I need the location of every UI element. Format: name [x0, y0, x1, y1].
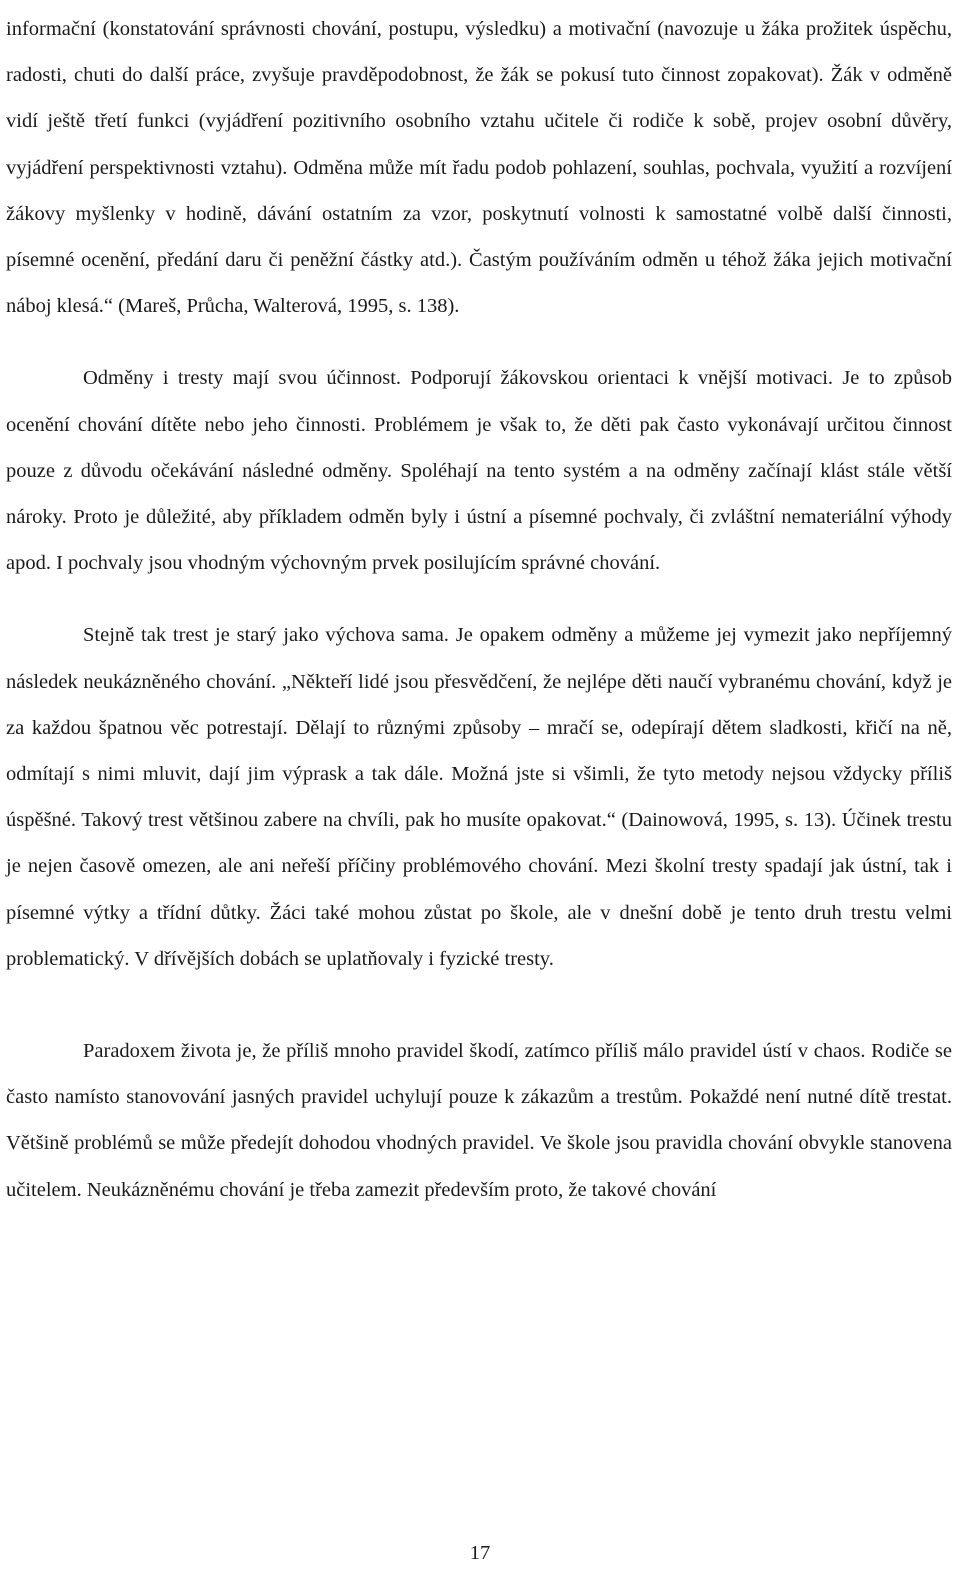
paragraph-rewards-punishments: Odměny i tresty mají svou účinnost. Podporují žákovskou orientaci k vnější motivaci. Je to způsob ocenění chování dítěte nebo jeho činnosti. Problémem je však to, že děti pak často vykonávají určitou činnost pouze z důvodu očekávání následné odměny. Spoléhají na tento systém a na odměny začínají klást stále větší nároky. Proto je důležité, aby příkladem odměn byly i ústní a písemné pochvaly, či zvláštní nemateriální výhody apod. I pochvaly jsou vhodným výchovným prvek posilujícím správné chování. — [6, 367, 952, 575]
paragraph-rewards-functions: informační (konstatování správnosti chování, postupu, výsledku) a motivační (navozuje u žáka prožitek úspěchu, radosti, chuti do další práce, zvyšuje pravděpodobnost, že žák se pokusí tuto činnost zopakovat). Žák v odměně vidí ještě třetí funkci (vyjádření pozitivního osobního vztahu učitele či rodiče k sobě, projev osobní důvěry, vyjádření perspektivnosti vztahu). Odměna může mít řadu podob pohlazení, souhlas, pochvala, využití a rozvíjení žákovy myšlenky v hodině, dávání ostatním za vzor, poskytnutí volnosti k samostatné volbě další činnosti, písemné ocenění, předání daru či peněžní částky atd.). Častým používáním odměn u téhož žáka jejich motivační náboj klesá.“ (Mareš, Průcha, Walterová, 1995, s. 138). — [6, 18, 952, 318]
paragraph-rules-paradox: Paradoxem života je, že příliš mnoho pravidel škodí, zatímco příliš málo pravidel ústí v chaos. Rodiče se často namísto stanovování jasných pravidel uchylují pouze k zákazům a trestům. Pokaždé není nutné dítě trestat. Většině problémů se může předejít dohodou vhodných pravidel. Ve škole jsou pravidla chování obvykle stanovena učitelem. Neukázněnému chování je třeba zamezit především proto, že takové chování — [6, 1040, 952, 1201]
document-page — [6, 6, 952, 1213]
paragraph-punishment: Stejně tak trest je starý jako výchova sama. Je opakem odměny a můžeme jej vymezit jako nepříjemný následek neukázněného chování. „Někteří lidé jsou přesvědčení, že nejlépe děti naučí vybranému chování, když je za každou špatnou věc potrestají. Dělají to různými způsoby – mračí se, odepírají dětem sladkosti, křičí na ně, odmítají s nimi mluvit, dají jim výprask a tak dále. Možná jste si všimli, že tyto metody nejsou vždycky příliš úspěšné. Takový trest většinou zabere na chvíli, pak ho musíte opakovat.“ (Dainowová, 1995, s. 13). Účinek trestu je nejen časově omezen, ale ani neřeší příčiny problémového chování. Mezi školní tresty spadají jak ústní, tak i písemné výtky a třídní důtky. Žáci také mohou zůstat po škole, ale v dnešní době je tento druh trestu velmi problematický. V dřívějších dobách se uplatňovaly i fyzické tresty. — [6, 624, 952, 970]
page-number: 17 — [469, 1542, 491, 1564]
